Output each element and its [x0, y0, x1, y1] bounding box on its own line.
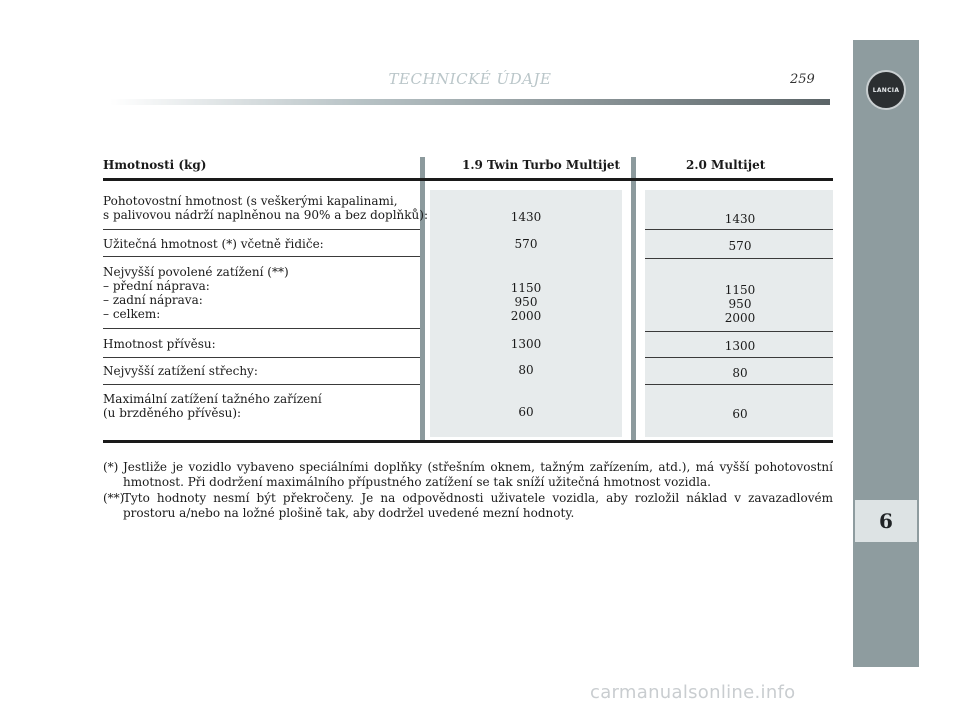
table-header-col2: 2.0 Multijet: [686, 158, 766, 172]
table-header-label: Hmotnosti (kg): [103, 158, 207, 172]
value-col1-tow-hitch-load: 60: [518, 405, 534, 419]
value-col1-trailer-weight: 1300: [510, 337, 542, 351]
column-divider-2: [631, 157, 636, 441]
row-separator: [103, 357, 420, 358]
chapter-number: 6: [879, 509, 893, 533]
value-col1-curb-weight: 1430: [510, 210, 542, 224]
value-col2-max-load: 1150 950 2000: [724, 283, 756, 325]
row-label-roof-load: Nejvyšší zatížení střechy:: [103, 364, 258, 378]
header-rule: [110, 99, 830, 105]
row-separator: [645, 258, 833, 259]
footnote-mark: (**): [103, 491, 125, 505]
row-separator: [645, 331, 833, 332]
value-col2-roof-load: 80: [732, 366, 748, 380]
row-separator: [103, 384, 420, 385]
value-col2-curb-weight: 1430: [724, 212, 756, 226]
row-separator: [103, 229, 420, 230]
table-bottom-rule: [103, 440, 833, 443]
lancia-logo-icon: [866, 70, 906, 110]
watermark: carmanualsonline.info: [590, 682, 796, 703]
footnote-text: Tyto hodnoty nesmí být překročeny. Je na odpovědnosti uživatele vozidla, aby rozložil náklad v zavazadlovém prostoru a/nebo na ložné plošině tak, aby dodržel uvedené mezní hodnoty.: [123, 491, 833, 520]
footnote-mark: (*): [103, 460, 119, 474]
row-separator: [103, 256, 420, 257]
value-col2-trailer-weight: 1300: [724, 339, 756, 353]
footnote: [103, 491, 833, 521]
table-header-col1: 1.9 Twin Turbo Multijet: [462, 158, 621, 172]
page-number: 259: [790, 72, 815, 87]
value-col1-payload: 570: [514, 237, 538, 251]
row-label-curb-weight: Pohotovostní hmotnost (s veškerými kapalinami, s palivovou nádrží naplněnou na 90% a bez doplňků):: [103, 194, 428, 222]
footnotes: [103, 460, 833, 522]
row-label-trailer-weight: Hmotnost přívěsu:: [103, 337, 216, 351]
value-col1-max-load: 1150 950 2000: [510, 281, 542, 323]
row-separator: [645, 384, 833, 385]
value-col2-tow-hitch-load: 60: [732, 407, 748, 421]
row-label-payload: Užitečná hmotnost (*) včetně řidiče:: [103, 237, 324, 251]
chapter-sidebar: [853, 40, 919, 667]
chapter-tab[interactable]: [855, 500, 917, 542]
row-label-tow-hitch-load: Maximální zatížení tažného zařízení (u brzděného přívěsu):: [103, 392, 322, 420]
logo-text: LANCIA: [872, 86, 900, 94]
row-separator: [645, 229, 833, 230]
row-label-max-load: Nejvyšší povolené zatížení (**) – přední náprava: – zadní náprava: – celkem:: [103, 265, 289, 321]
section-title: TECHNICKÉ ÚDAJE: [388, 70, 552, 88]
value-col1-roof-load: 80: [518, 363, 534, 377]
footnote-text: Jestliže je vozidlo vybaveno speciálními doplňky (střešním oknem, tažným zařízením, atd.), má vyšší pohotovostní hmotnost. Při dodržení maximálního přípustného zatížení se tak sníží užitečná hmotnost vozidla.: [123, 460, 833, 489]
row-separator: [103, 328, 420, 329]
row-separator: [645, 357, 833, 358]
value-col2-payload: 570: [728, 239, 752, 253]
footnote: [103, 460, 833, 490]
table-top-rule: [103, 178, 833, 181]
